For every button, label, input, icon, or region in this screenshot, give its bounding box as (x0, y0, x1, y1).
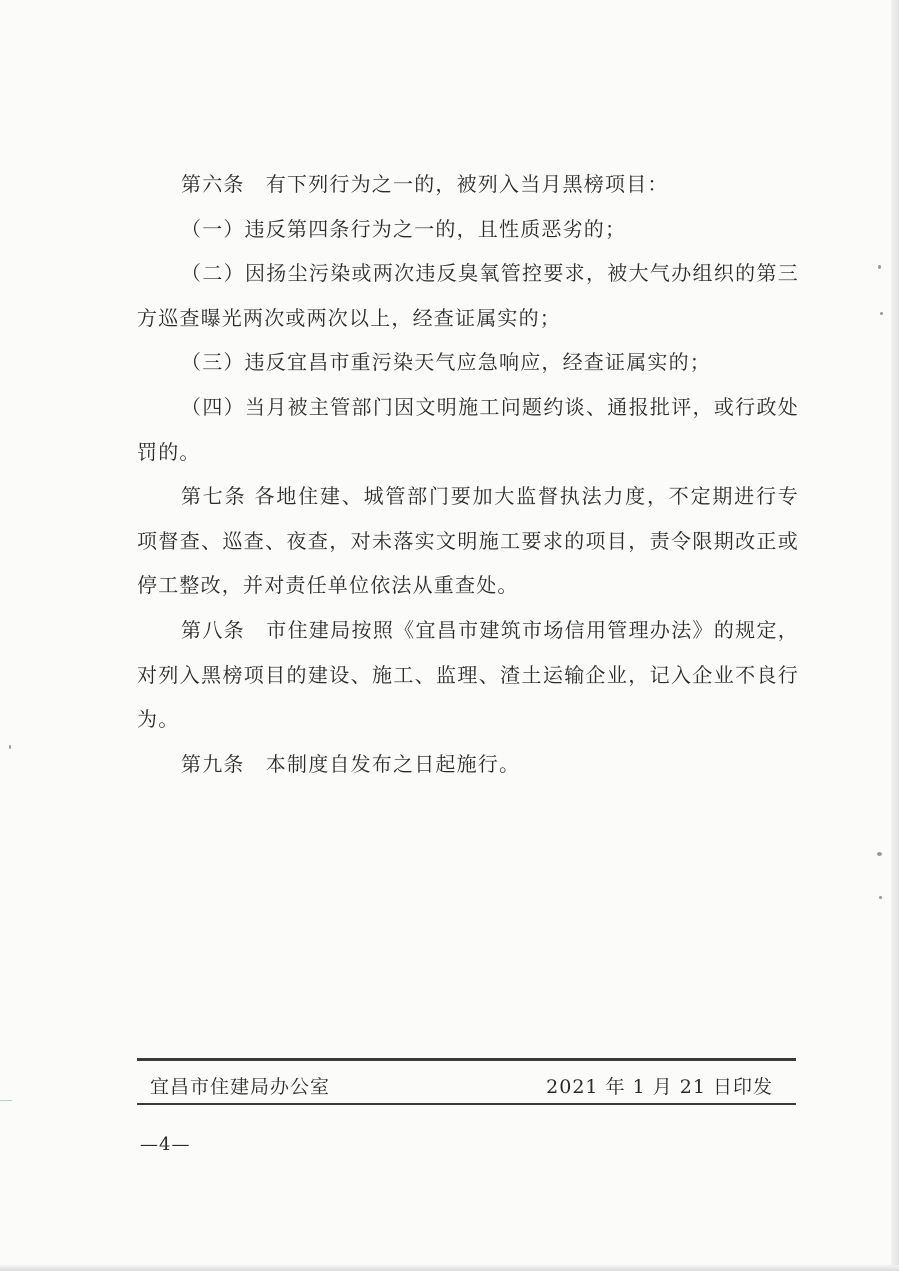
page-number: —4— (140, 1134, 191, 1155)
scan-speck (9, 745, 11, 749)
scan-speck (878, 265, 881, 269)
article-9: 第九条 本制度自发布之日起施行。 (181, 751, 521, 776)
footer-rule-top (137, 1058, 796, 1061)
footer-rule-bottom (137, 1103, 796, 1105)
scan-mark (0, 1100, 12, 1101)
article-6-item-3: （三）违反宜昌市重污染天气应急响应，经查证属实的； (181, 350, 711, 375)
scan-speck (879, 896, 882, 899)
document-body (137, 162, 799, 786)
article-6-item-2: （二）因扬尘污染或两次违反臭氧管控要求，被大气办组织的第三方巡查曝光两次或两次以上，经查证属实的； (137, 261, 799, 330)
article-8: 第八条 市住建局按照《宜昌市建筑市场信用管理办法》的规定，对列入黑榜项目的建设、施工、监理、渣土运输企业，记入企业不良行为。 (137, 617, 799, 732)
article-6-item-4: （四）当月被主管部门因文明施工问题约谈、通报批评，或行政处罚的。 (137, 394, 799, 464)
article-6-item-1: （一）违反第四条行为之一的，且性质恶劣的； (181, 216, 627, 241)
article-7: 第七条 各地住建、城管部门要加大监督执法力度，不定期进行专项督查、巡查、夜查，对未落实文明施工要求的项目，责令限期改正或停工整改，并对责任单位依法从重查处。 (137, 484, 799, 598)
footer-issuer: 宜昌市住建局办公室 (150, 1076, 331, 1098)
scan-speck (877, 852, 882, 856)
scan-edge-right (891, 0, 899, 1271)
article-6: 第六条 有下列行为之一的，被列入当月黑榜项目： (181, 172, 669, 196)
footer-issue-date: 2021 年 1 月 21 日印发 (546, 1076, 773, 1098)
scan-speck (880, 312, 883, 315)
scan-edge-bottom (0, 1265, 899, 1271)
